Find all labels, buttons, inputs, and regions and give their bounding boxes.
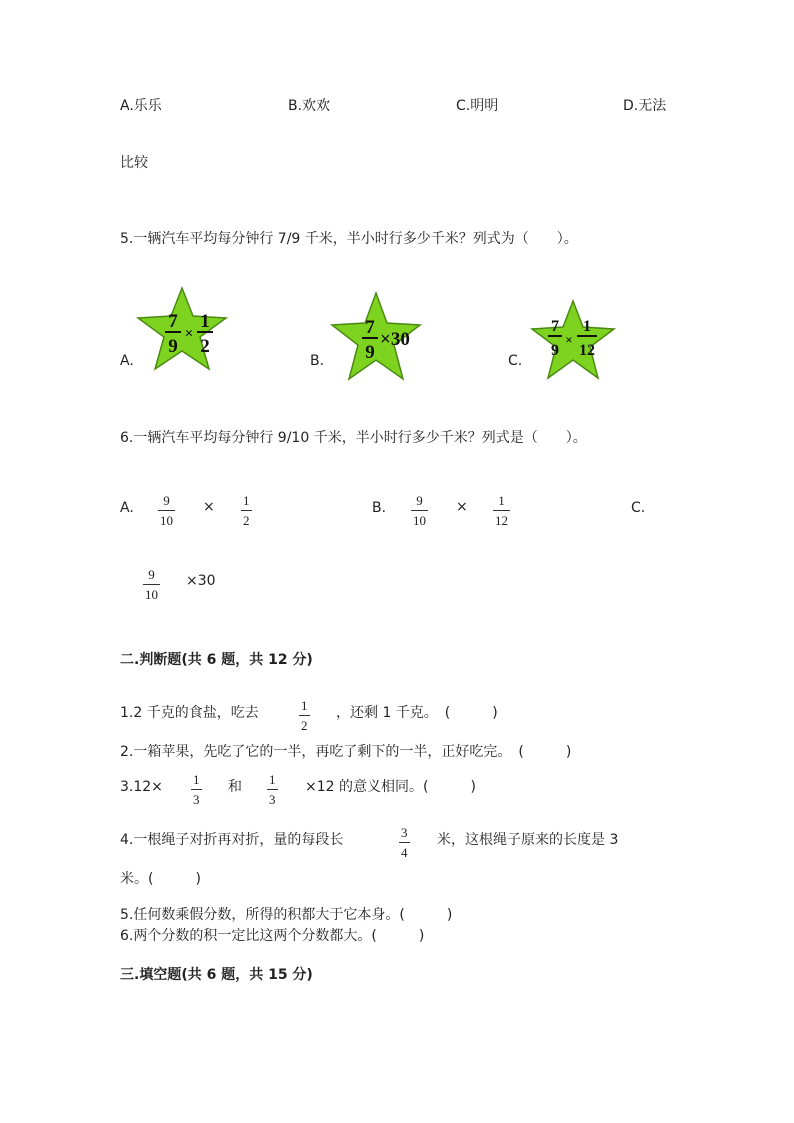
s2-q4-post: 米，这根绳子原来的长度是 3 [437,832,619,848]
q6-b-den1: 10 [413,513,426,528]
q4-option-d-wrap: 比较 [120,155,148,171]
q6-question: 6.一辆汽车平均每分钟行 9/10 千米，半小时行多少千米？列式是（ ）。 [120,430,587,446]
star-b-den1: 9 [365,342,375,363]
q6-b-fraction-2 [493,494,510,527]
s2-q1-fraction [299,699,310,732]
q5-label-c: C. [508,353,523,369]
s2-q4-wrap: 米。( ) [120,871,201,887]
star-c-den1: 9 [551,342,559,359]
q5-label-b: B. [310,353,325,369]
s2-q3-den1: 3 [193,792,200,807]
q6-b-num1: 9 [416,493,423,508]
s2-q3-num1: 1 [193,772,200,787]
s2-q4-den: 4 [401,845,408,860]
s2-q2: 2.一箱苹果，先吃了它的一半，再吃了剩下的一半，正好吃完。 ( ) [120,744,572,760]
star-c-den2: 12 [579,342,595,359]
s2-q1-pre: 1.2 千克的食盐，吃去 [120,705,259,721]
q5-star-c [528,298,618,382]
q6-c-num1: 9 [148,567,155,582]
s2-q1-post: ，还剩 1 千克。 ( ) [336,705,498,721]
star-a-den1: 9 [168,336,178,357]
q6-b-den2: 12 [495,513,508,528]
s2-q6: 6.两个分数的积一定比这两个分数都大。( ) [120,928,425,944]
q4-option-a: A.乐乐 [120,98,162,114]
q6-a-fraction-1 [158,494,175,527]
q6-label-c: C. [631,500,646,516]
s2-q3-fraction-1 [191,773,202,806]
q6-a-num2: 1 [243,493,250,508]
s2-q3-pre: 3.12× [120,779,163,795]
s2-q4-pre: 4.一根绳子对折再对折，量的每段长 [120,832,344,848]
s2-q3-den2: 3 [269,792,276,807]
q4-option-c: C.明明 [456,98,499,114]
star-a-op: × [184,326,194,342]
s2-q4-fraction [399,826,410,859]
q5-star-a [132,285,232,375]
q6-b-fraction-1 [411,494,428,527]
star-c-num1: 7 [551,318,559,335]
q5-question: 5.一辆汽车平均每分钟行 7/9 千米，半小时行多少千米？列式为（ ）。 [120,231,578,247]
s2-q5: 5.任何数乘假分数，所得的积都大于它本身。( ) [120,907,453,923]
star-c-op: × [565,332,573,347]
q6-a-den1: 10 [160,513,173,528]
s2-q1-num: 1 [301,698,308,713]
star-c-num2: 1 [583,318,591,335]
q4-option-b: B.欢欢 [288,98,331,114]
q6-label-b: B. [372,500,387,516]
q6-label-a: A. [120,500,134,516]
q5-label-a: A. [120,353,134,369]
q6-b-times: × [456,499,468,515]
star-b-num1: 7 [365,317,375,338]
q5-star-b [328,290,424,386]
s2-q4-num: 3 [401,825,408,840]
section-2-title: 二.判断题(共 6 题，共 12 分) [120,652,313,668]
q6-a-fraction-2 [241,494,252,527]
q6-a-den2: 2 [243,513,250,528]
s2-q3-num2: 1 [269,772,276,787]
star-b-op: ×30 [380,329,410,350]
q6-c-den1: 10 [145,587,158,602]
q6-b-num2: 1 [498,493,505,508]
s2-q3-mid: 和 [228,779,242,795]
q6-a-num1: 9 [163,493,170,508]
q4-option-d: D.无法 [623,98,667,114]
star-a-num2: 1 [200,311,210,332]
s2-q1-den: 2 [301,718,308,733]
star-a-den2: 2 [200,336,210,357]
star-a-num1: 7 [168,311,178,332]
q6-c-fraction [143,568,160,601]
q6-a-times: × [203,499,215,515]
section-3-title: 三.填空题(共 6 题，共 15 分) [120,967,313,983]
q6-c-rest: ×30 [186,573,216,589]
s2-q3-fraction-2 [267,773,278,806]
s2-q3-post: ×12 的意义相同。( ) [305,779,476,795]
